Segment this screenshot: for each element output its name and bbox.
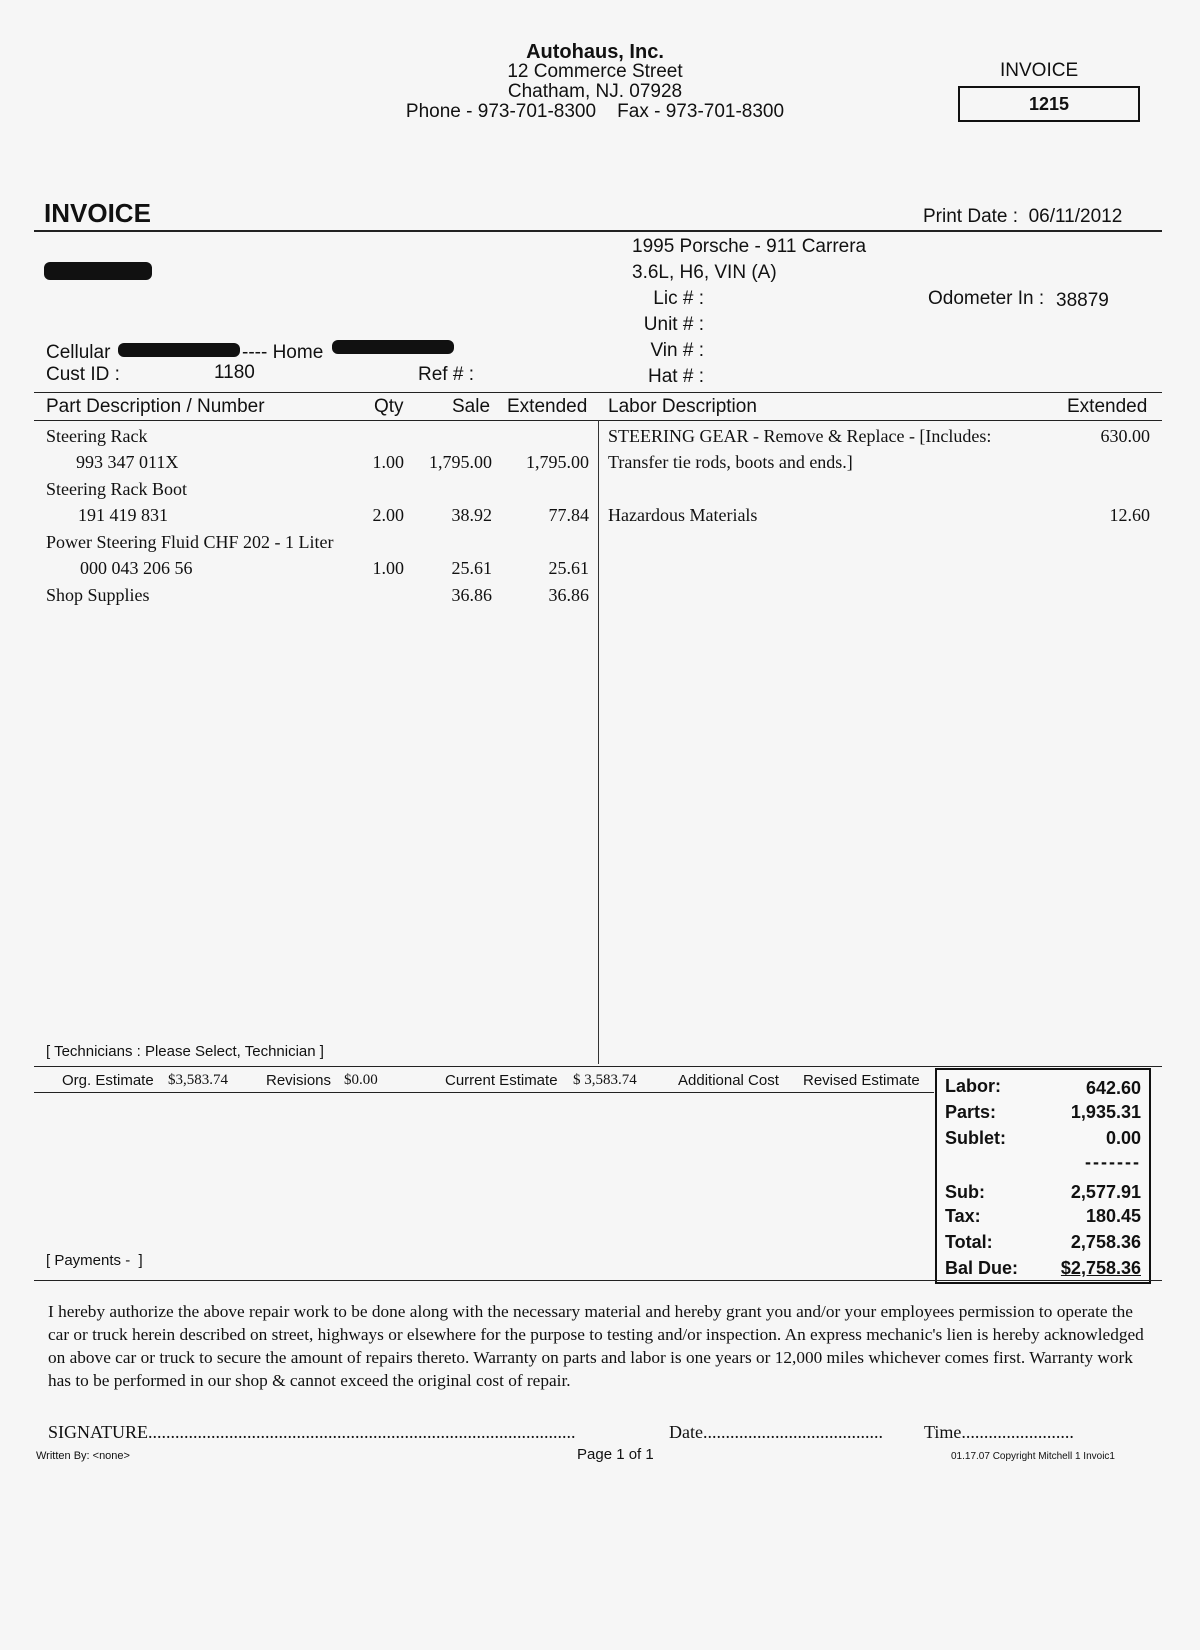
parts-total-label: Parts: bbox=[945, 1102, 997, 1122]
date-line: Date........................................ bbox=[669, 1422, 883, 1442]
vehicle-line2: 3.6L, H6, VIN (A) bbox=[632, 262, 777, 283]
written-by: Written By: <none> bbox=[36, 1450, 130, 1462]
labor-total-label: Labor: bbox=[945, 1076, 1001, 1096]
org-estimate-value: $3,583.74 bbox=[168, 1072, 228, 1088]
part-sale-1: 1,795.00 bbox=[429, 452, 492, 472]
additional-cost-label: Additional Cost bbox=[678, 1072, 779, 1089]
company-header bbox=[360, 42, 830, 122]
home-label: ---- Home bbox=[242, 342, 324, 363]
odometer-value: 38879 bbox=[1056, 290, 1109, 311]
col-sale: Sale bbox=[452, 396, 491, 417]
estimate-top-rule bbox=[34, 1066, 1162, 1067]
col-extended: Extended bbox=[507, 396, 588, 417]
part-name-3: Power Steering Fluid CHF 202 - 1 Liter bbox=[46, 532, 334, 552]
time-line: Time......................... bbox=[924, 1422, 1074, 1442]
part-ext-3: 25.61 bbox=[548, 558, 589, 578]
signature-line: SIGNATURE............................................................................................... bbox=[48, 1422, 576, 1442]
total-value: 2,758.36 bbox=[1070, 1232, 1141, 1252]
part-name-2: Steering Rack Boot bbox=[46, 479, 187, 499]
labor-desc-2: Hazardous Materials bbox=[608, 505, 758, 525]
revisions-label: Revisions bbox=[266, 1072, 332, 1089]
labor-desc-1a: STEERING GEAR - Remove & Replace - [Includes: bbox=[608, 426, 992, 446]
vehicle-line1: 1995 Porsche - 911 Carrera bbox=[632, 236, 867, 257]
labor-ext-1: 630.00 bbox=[1100, 426, 1150, 446]
part-name-4: Shop Supplies bbox=[46, 585, 150, 605]
sublet-label: Sublet: bbox=[945, 1128, 1006, 1148]
part-sale-4: 36.86 bbox=[451, 585, 492, 605]
labor-desc-1b: Transfer tie rods, boots and ends.] bbox=[608, 452, 853, 472]
copyright: 01.17.07 Copyright Mitchell 1 Invoic1 bbox=[951, 1451, 1115, 1462]
tax-value: 180.45 bbox=[1085, 1206, 1141, 1226]
part-name-1: Steering Rack bbox=[46, 426, 148, 446]
payments-note: [ Payments - ] bbox=[46, 1252, 143, 1269]
part-ext-1: 1,795.00 bbox=[526, 452, 589, 472]
part-qty-3: 1.00 bbox=[372, 558, 404, 578]
part-sale-3: 25.61 bbox=[451, 558, 492, 578]
org-estimate-label: Org. Estimate bbox=[62, 1072, 154, 1089]
part-number-2: 191 419 831 bbox=[78, 505, 168, 525]
totals-bottom-rule bbox=[34, 1280, 1162, 1281]
sub-value: 2,577.91 bbox=[1070, 1182, 1141, 1202]
part-sale-2: 38.92 bbox=[451, 505, 492, 525]
revised-estimate-label: Revised Estimate bbox=[803, 1072, 920, 1089]
header-rule bbox=[34, 230, 1162, 232]
company-phone-fax: Phone - 973-701-8300 Fax - 973-701-8300 bbox=[405, 101, 785, 122]
page-number: Page 1 of 1 bbox=[577, 1446, 654, 1463]
print-date: Print Date : 06/11/2012 bbox=[923, 206, 1123, 227]
authorization-text: I hereby authorize the above repair work to be done along with the necessary material and hereby grant you and/or your employees permission to operate the car or truck herein described on street, highways or elsewhere for the purpose to testing and/or inspection. An express mechanic's lien is hereby acknowledged on above car or truck to secure the amount of repairs thereto. Warranty on parts and labor is one years or 12,000 miles whichever comes first. Warranty work has to be performed in our shop & cannot exceed the original cost of repair. bbox=[48, 1302, 1144, 1390]
lic-label: Lic # : bbox=[653, 288, 704, 309]
redacted-customer-name bbox=[44, 262, 152, 280]
totals-box bbox=[935, 1068, 1151, 1284]
column-divider bbox=[598, 420, 599, 1064]
part-qty-2: 2.00 bbox=[372, 505, 404, 525]
part-number-1: 993 347 011X bbox=[76, 452, 179, 472]
company-street: 12 Commerce Street bbox=[507, 61, 683, 82]
cust-id-value: 1180 bbox=[214, 362, 255, 383]
col-labor-extended: Extended bbox=[1067, 396, 1148, 417]
sublet-value: 0.00 bbox=[1105, 1128, 1141, 1148]
estimate-bottom-rule bbox=[34, 1092, 934, 1093]
hat-label: Hat # : bbox=[648, 366, 704, 387]
redacted-home bbox=[332, 340, 454, 354]
odometer-label: Odometer In : bbox=[928, 288, 1045, 309]
invoice-number: 1215 bbox=[958, 86, 1140, 122]
page-title: INVOICE bbox=[44, 198, 151, 228]
invoice-box-label: INVOICE bbox=[1000, 60, 1079, 81]
balance-due-value: $2,758.36 bbox=[1060, 1258, 1141, 1278]
part-qty-1: 1.00 bbox=[372, 452, 404, 472]
technicians-note: [ Technicians : Please Select, Technician ] bbox=[46, 1043, 324, 1060]
totals-separator: ------- bbox=[1085, 1152, 1141, 1172]
revisions-value: $0.00 bbox=[344, 1072, 378, 1088]
table-top-rule bbox=[34, 392, 1162, 393]
total-label: Total: bbox=[945, 1232, 993, 1252]
sub-label: Sub: bbox=[945, 1182, 985, 1202]
col-labor-description: Labor Description bbox=[608, 396, 757, 417]
vin-label: Vin # : bbox=[650, 340, 704, 361]
ref-label: Ref # : bbox=[418, 364, 474, 385]
part-number-3: 000 043 206 56 bbox=[80, 558, 193, 578]
col-part-description: Part Description / Number bbox=[46, 396, 265, 417]
current-estimate-label: Current Estimate bbox=[445, 1072, 558, 1089]
unit-label: Unit # : bbox=[643, 314, 704, 335]
cellular-label: Cellular bbox=[46, 342, 111, 363]
company-city: Chatham, NJ. 07928 bbox=[507, 81, 683, 102]
balance-due-label: Bal Due: bbox=[945, 1258, 1019, 1278]
redacted-cellular bbox=[118, 343, 240, 357]
cust-id-label: Cust ID : bbox=[46, 364, 120, 385]
labor-total-value: 642.60 bbox=[1085, 1078, 1141, 1098]
company-name: Autohaus, Inc. bbox=[526, 41, 664, 63]
tax-label: Tax: bbox=[945, 1206, 981, 1226]
part-ext-4: 36.86 bbox=[548, 585, 589, 605]
parts-total-value: 1,935.31 bbox=[1070, 1102, 1141, 1122]
labor-ext-2: 12.60 bbox=[1109, 505, 1150, 525]
part-ext-2: 77.84 bbox=[548, 505, 589, 525]
current-estimate-value: $ 3,583.74 bbox=[573, 1072, 637, 1088]
col-qty: Qty bbox=[374, 396, 404, 417]
